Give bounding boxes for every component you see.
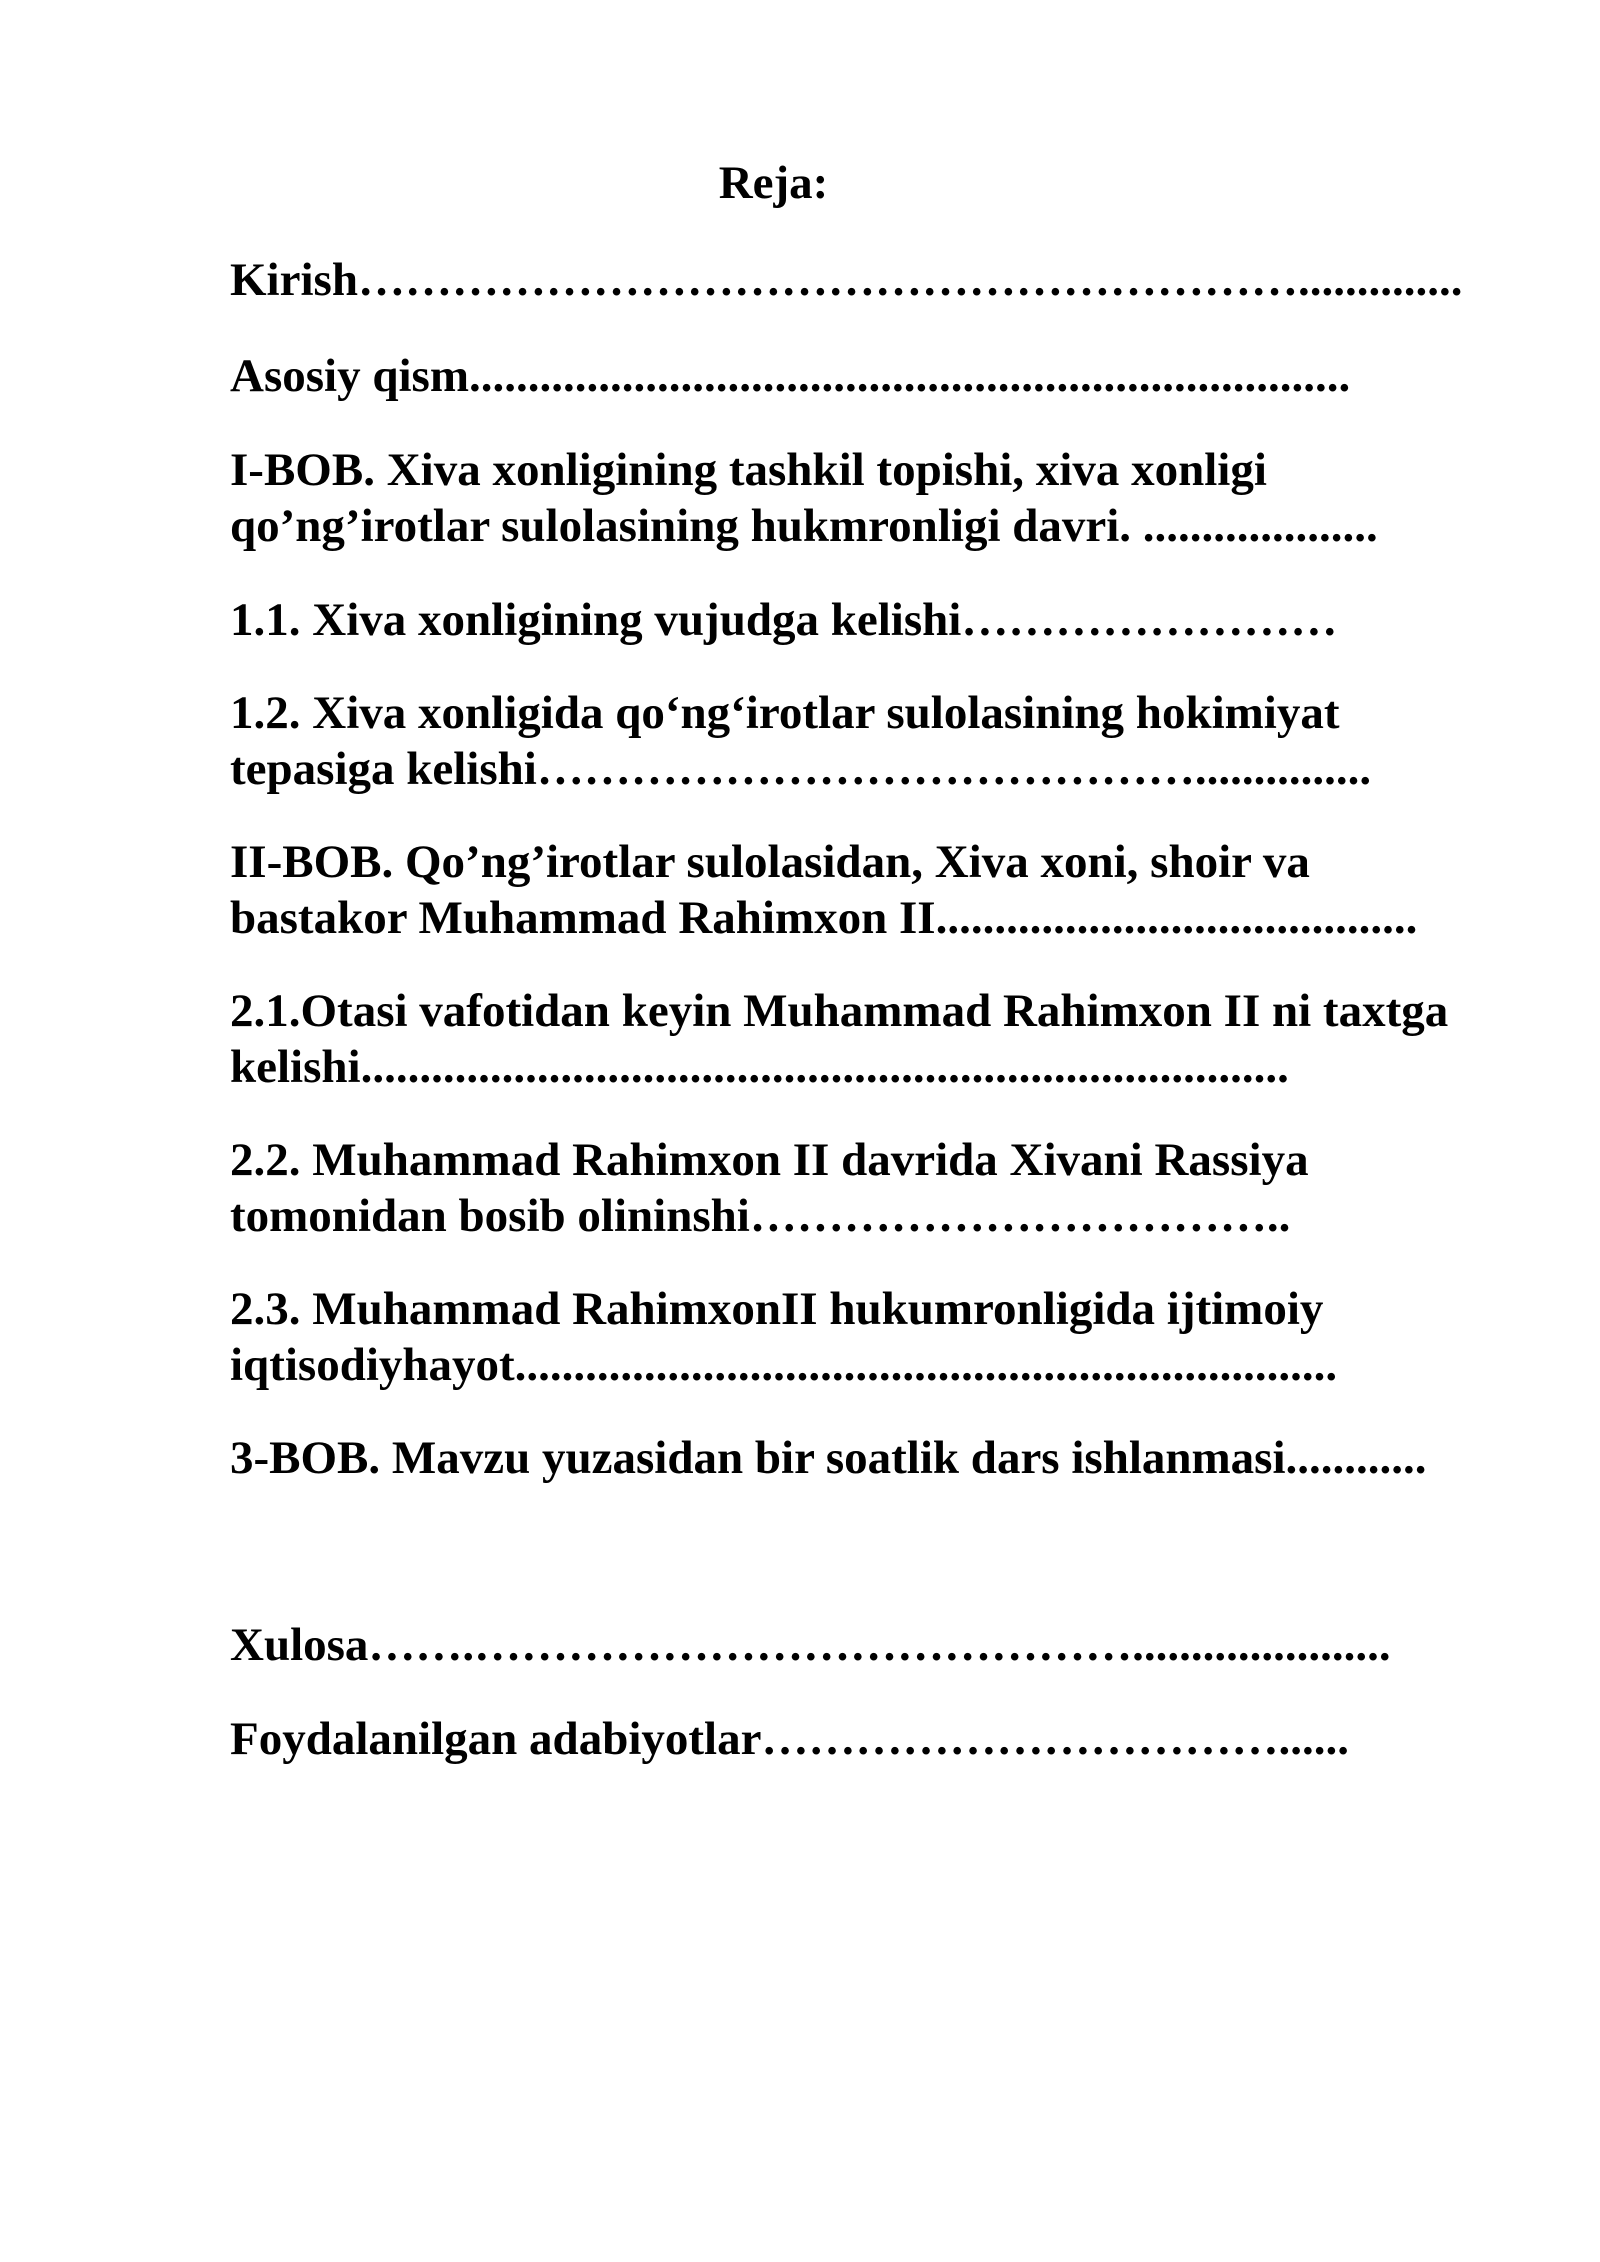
toc-entry-line: 1.1. Xiva xonligining vujudga kelishi…………………… — [230, 594, 1338, 646]
toc-entry-xulosa — [230, 1617, 1391, 1673]
toc-entry-asosiy-qism — [230, 348, 1350, 404]
toc-entry-section-1-1 — [230, 592, 1337, 648]
toc-entry-chapter-2 — [230, 834, 1417, 946]
toc-entry-line: qo’ng’irotlar sulolasining hukmronligi davri. .................... — [230, 500, 1378, 552]
toc-entry-chapter-3 — [230, 1430, 1427, 1486]
toc-entry-line: iqtisodiyhayot...................................................................... — [230, 1339, 1338, 1391]
toc-entry-line: Asosiy qism........................................................................... — [230, 350, 1351, 402]
toc-entry-section-2-1 — [230, 983, 1448, 1095]
toc-entry-line: Foydalanilgan adabiyotlar……………………………...... — [230, 1713, 1349, 1765]
toc-entry-line: 3-BOB. Mavzu yuzasidan bir soatlik dars ishlanmasi............ — [230, 1432, 1427, 1484]
toc-entry-section-1-2 — [230, 685, 1371, 797]
toc-entry-line: kelishi............................................................................... — [230, 1041, 1289, 1093]
toc-entry-line: tomonidan bosib olininshi…………………………….. — [230, 1190, 1291, 1242]
toc-entry-line: 2.1.Otasi vafotidan keyin Muhammad Rahimxon II ni taxtga — [230, 985, 1449, 1037]
toc-entry-line: tepasiga kelishi……………………………………............... — [230, 743, 1372, 795]
toc-entry-section-2-2 — [230, 1132, 1309, 1244]
toc-entry-line: 2.2. Muhammad Rahimxon II davrida Xivani Rassiya — [230, 1134, 1309, 1186]
toc-entry-line: bastakor Muhammad Rahimxon II......................................... — [230, 892, 1418, 944]
toc-entry-line: I-BOB. Xiva xonligining tashkil topishi, xiva xonligi — [230, 444, 1267, 496]
toc-entry-chapter-1 — [230, 442, 1378, 554]
toc-entry-line: Xulosa…….……………………………………...................... — [230, 1619, 1391, 1671]
toc-entry-section-2-3 — [230, 1281, 1337, 1393]
toc-entry-line: Kirish…………………………………………………….............. — [230, 254, 1463, 306]
toc-entry-line: II-BOB. Qo’ng’irotlar sulolasidan, Xiva xoni, shoir va — [230, 836, 1310, 888]
page-title: Reja: — [718, 157, 829, 209]
toc-entry-references — [230, 1711, 1349, 1767]
toc-entry-kirish — [230, 252, 1462, 308]
toc-entry-line: 2.3. Muhammad RahimxonII hukumronligida ijtimoiy — [230, 1283, 1324, 1335]
toc-entry-line: 1.2. Xiva xonligida qo‘ng‘irotlar sulolasining hokimiyat — [230, 687, 1340, 739]
